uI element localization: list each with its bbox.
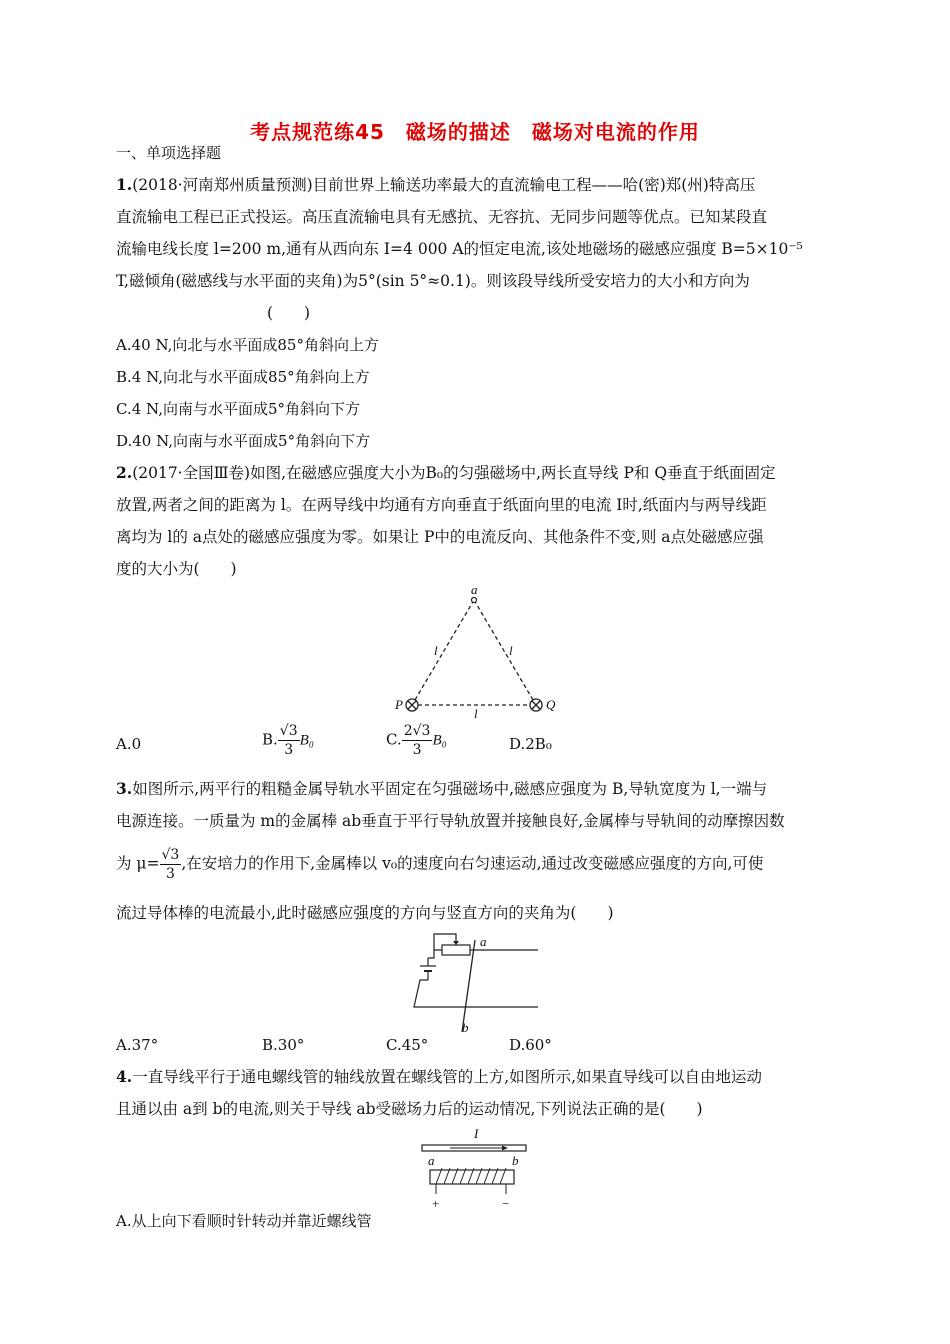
- q1-answer-blank: ( ): [267, 304, 311, 322]
- q2-option-c-fraction: $\frac{2√3}{3}$: [403, 723, 431, 758]
- q2-number: 2.: [116, 463, 133, 482]
- q4-label-minus: −: [502, 1196, 510, 1211]
- q4-solenoid-figure: [420, 1124, 530, 1210]
- q3-number: 3.: [116, 779, 133, 798]
- q2-label-q: Q: [546, 697, 556, 712]
- q2-label-p: P: [395, 697, 403, 712]
- q3-line-2: 电源连接。一质量为 m的金属棒 ab垂直于平行导轨放置并接触良好,金属棒与导轨间的动摩擦因数: [116, 812, 785, 830]
- q4-line-1: 4.一直导线平行于通电螺线管的轴线放置在螺线管的上方,如图所示,如果直导线可以自由地运动: [116, 1067, 763, 1086]
- q4-line-2: 且通以由 a到 b的电流,则关于导线 ab受磁场力后的运动情况,下列说法正确的是( ): [116, 1100, 703, 1118]
- q3-mu-fraction: $\frac{√3}{3}$: [161, 847, 180, 882]
- q1-number: 1.: [116, 175, 133, 194]
- q2-line-4: 度的大小为( ): [116, 560, 237, 578]
- q3-rail-circuit-figure: [400, 928, 545, 1034]
- q2-label-a: a: [471, 582, 478, 597]
- q2-label-l-bottom: l: [474, 706, 478, 721]
- q1-line-1: 1.(2018·河南郑州质量预测)目前世界上输送功率最大的直流输电工程——哈(密)郑(州)特高压: [116, 175, 756, 194]
- q2-label-l-right: l: [509, 643, 513, 658]
- q2-option-b-fraction: $\frac{√3}{3}$: [279, 723, 298, 758]
- q1-line-4: T,磁倾角(磁感线与水平面的夹角)为5°(sin 5°≈0.1)。则该段导线所受安培力的大小和方向为: [116, 272, 750, 290]
- q3-line-1: 3.如图所示,两平行的粗糙金属导轨水平固定在匀强磁场中,磁感应强度为 B,导轨宽度为 l,一端与: [116, 779, 768, 798]
- q1-line-3: 流输电线长度 l=200 m,通有从西向东 I=4 000 A的恒定电流,该处地磁场的磁感应强度 B=5×10⁻⁵: [116, 240, 803, 258]
- q3-option-a: A.37°: [116, 1036, 159, 1054]
- section-heading: 一、单项选择题: [116, 144, 222, 162]
- q3-option-b: B.30°: [262, 1036, 305, 1054]
- q2-option-a: A.0: [116, 735, 142, 753]
- q4-label-current: I: [474, 1126, 479, 1141]
- q1-line-2: 直流输电工程已正式投运。高压直流输电具有无感抗、无容抗、无同步问题等优点。已知某段直: [116, 208, 768, 226]
- page-title: 考点规范练45 磁场的描述 磁场对电流的作用: [250, 120, 700, 144]
- q3-option-c: C.45°: [386, 1036, 429, 1054]
- q4-label-b: b: [512, 1153, 519, 1168]
- q3-line-3: 为 μ= $\frac{√3}{3}$ ,在安培力的作用下,金属棒以 v₀的速度向右匀速运动,通过改变磁感应强度的方向,可使: [116, 847, 764, 882]
- q2-option-d: D.2B₀: [509, 735, 552, 753]
- q2-option-c: C. $\frac{2√3}{3}$ B₀: [386, 723, 447, 758]
- q2-line-2: 放置,两者之间的距离为 l。在两导线中均通有方向垂直于纸面向里的电流 I时,纸面内与两导线距: [116, 496, 767, 514]
- q1-option-c: C.4 N,向南与水平面成5°角斜向下方: [116, 400, 361, 418]
- q2-line-3: 离均为 l的 a点处的磁感应强度为零。如果让 P中的电流反向、其他条件不变,则 a点处磁感应强: [116, 528, 764, 546]
- q4-number: 4.: [116, 1067, 133, 1086]
- q3-label-a: a: [480, 934, 487, 949]
- q2-label-l-left: l: [434, 643, 438, 658]
- q1-option-a: A.40 N,向北与水平面成85°角斜向上方: [116, 336, 379, 354]
- q4-label-a: a: [428, 1153, 435, 1168]
- q2-triangle-figure: [390, 582, 570, 721]
- q1-option-b: B.4 N,向北与水平面成85°角斜向上方: [116, 368, 370, 386]
- q3-label-b: b: [462, 1020, 469, 1035]
- q1-option-d: D.40 N,向南与水平面成5°角斜向下方: [116, 432, 371, 450]
- q4-option-a: A.从上向下看顺时针转动并靠近螺线管: [116, 1212, 372, 1230]
- q2-line-1: 2.(2017·全国Ⅲ卷)如图,在磁感应强度大小为B₀的匀强磁场中,两长直导线 P和 Q垂直于纸面固定: [116, 463, 776, 482]
- q3-option-d: D.60°: [509, 1036, 552, 1054]
- q2-option-b: B. $\frac{√3}{3}$ B₀: [262, 723, 315, 758]
- q3-line-4: 流过导体棒的电流最小,此时磁感应强度的方向与竖直方向的夹角为( ): [116, 904, 614, 922]
- q4-label-plus: +: [432, 1196, 440, 1211]
